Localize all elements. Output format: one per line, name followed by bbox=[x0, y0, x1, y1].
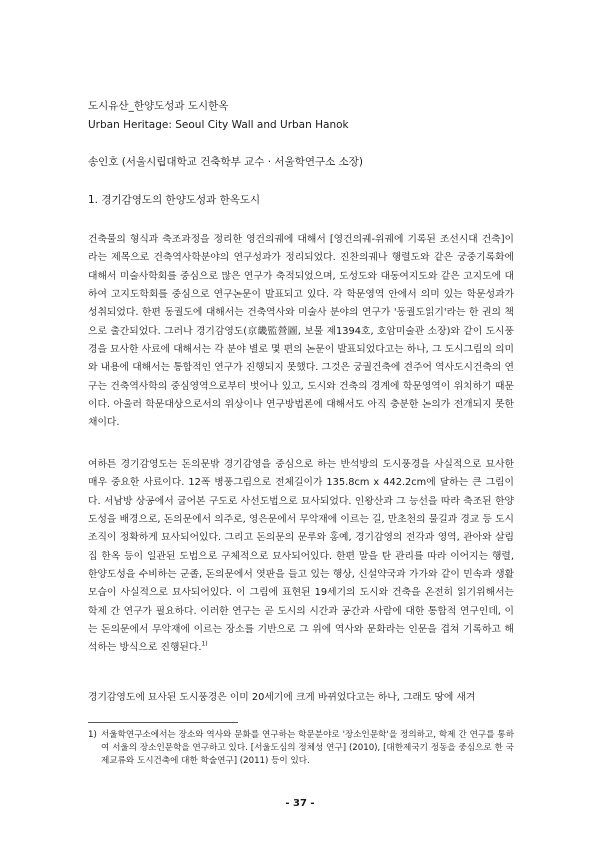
body-paragraph-2-text: 여하튼 경기감영도는 돈의문밖 경기감영을 중심으로 하는 반석방의 도시풍경을 사실적으로 묘사한 매우 중요한 사료이다. 12폭 병풍그림으로 전체길이가 135.8cm x 442.2cm에 달하는 큰 그림이다. 서남방 상공에서 굽어본 구도로 사선도법으로 묘사되었다. 인왕산과 그 능선을 따라 축조된 한양도성을 배경으로, 돈의문에서 의주로, 영은문에서 무악재에 이르는 길, 만초천의 물길과 경교 등 도시조직이 정확하게 묘사되어있다. 그리고 돈의문의 문루와 홍예, 경기감영의 전각과 영역, 관아와 살림집 한옥 등이 일관된 도법으로 구체적으로 묘사되어있다. 한편 말을 탄 관리를 따라 이어지는 행렬, 한양도성을 수비하는 군졸, 돈의문에서 엿판을 들고 있는 행상, 신설약국과 가가와 같이 민속과 생활 모습이 사실적으로 묘사되어있다. 이 그림에 표현된 19세기의 도시와 건축을 온전히 읽기위해서는 학제 간 연구가 필요하다. 이러한 연구는 곧 도시의 시간과 공간과 사람에 대한 통합적 연구인데, 이는 돈의문에서 무악재에 이르는 장소를 기반으로 그 위에 역사와 문화라는 인문을 겹쳐 기록하고 해석하는 방식으로 진행된다. bbox=[88, 459, 514, 654]
body-paragraph-3-text: 경기감영도에 묘사된 도시풍경은 이미 20세기에 크게 바뀌었다고는 하나, 그래도 땅에 새겨 bbox=[88, 692, 476, 703]
body-paragraph-3 bbox=[88, 689, 514, 707]
body-paragraph-1 bbox=[88, 231, 514, 433]
page-number: - 37 - bbox=[285, 798, 315, 809]
body-paragraph-1-text: 건축물의 형식과 축조과정을 정리한 영건의궤에 대해서 [영건의궤-위궤에 기록된 조선시대 건축]이라는 제목으로 건축역사학분야의 연구성과가 정리되었다. 진찬의궤나 행렬도와 같은 궁중기록화에 대해서 미술사학회를 중심으로 많은 연구가 축적되었으며, 도성도와 대동여지도와 같은 고지도에 대하여 고지도학회를 중심으로 연구논문이 발표되고 있다. 각 학문영역 안에서 의미 있는 학문성과가 성취되었다. 한편 동궐도에 대해서는 건축역사와 미술사 분야의 연구가 '동궐도읽기'라는 한 권의 책으로 출간되었다. 그러나 경기감영도(京畿監營圖, 보물 제1394호, 호암미술관 소장)와 같이 도시풍경을 묘사한 사료에 대해서는 각 분야 별로 몇 편의 논문이 발표되었다고는 하나, 그 도시그림의 의미와 내용에 대해서는 통합적인 연구가 진행되지 못했다. 그것은 궁궐건축에 견주어 역사도시건축의 연구는 건축역사학의 중심영역으로부터 벗어나 있고, 도시와 건축의 경계에 학문영역이 위치하기 때문이다. 아울러 학문대상으로서의 위상이나 연구방법론에 대해서도 아직 충분한 논의가 전개되지 못한 채이다. bbox=[88, 234, 514, 429]
author-line: 송인호 (서울시립대학교 건축학부 교수 · 서울학연구소 소장) bbox=[88, 156, 363, 168]
document-title-korean: 도시유산_한양도성과 도시한옥 bbox=[88, 100, 229, 112]
footnote-number: 1) bbox=[88, 730, 97, 740]
section-heading: 1. 경기감영도의 한양도성과 한옥도시 bbox=[88, 194, 261, 206]
footnote bbox=[88, 729, 514, 768]
footnote-text: 서울학연구소에서는 장소와 역사와 문화를 연구하는 학문분야로 '장소인문학'을 정의하고, 학제 간 연구를 통하여 서울의 장소인문학을 연구하고 있다. [서울도심의 정체성 연구] (2010), [대한제국기 정동을 중심으로 한 국제교류와 도시건축에 대한 학술연구] (2011) 등이 있다. bbox=[101, 730, 514, 766]
document-title-english: Urban Heritage: Seoul City Wall and Urban Hanok bbox=[88, 119, 349, 131]
body-paragraph-2 bbox=[88, 456, 514, 658]
footnote-divider bbox=[88, 722, 238, 723]
footnote-reference[interactable]: 1) bbox=[201, 641, 208, 649]
